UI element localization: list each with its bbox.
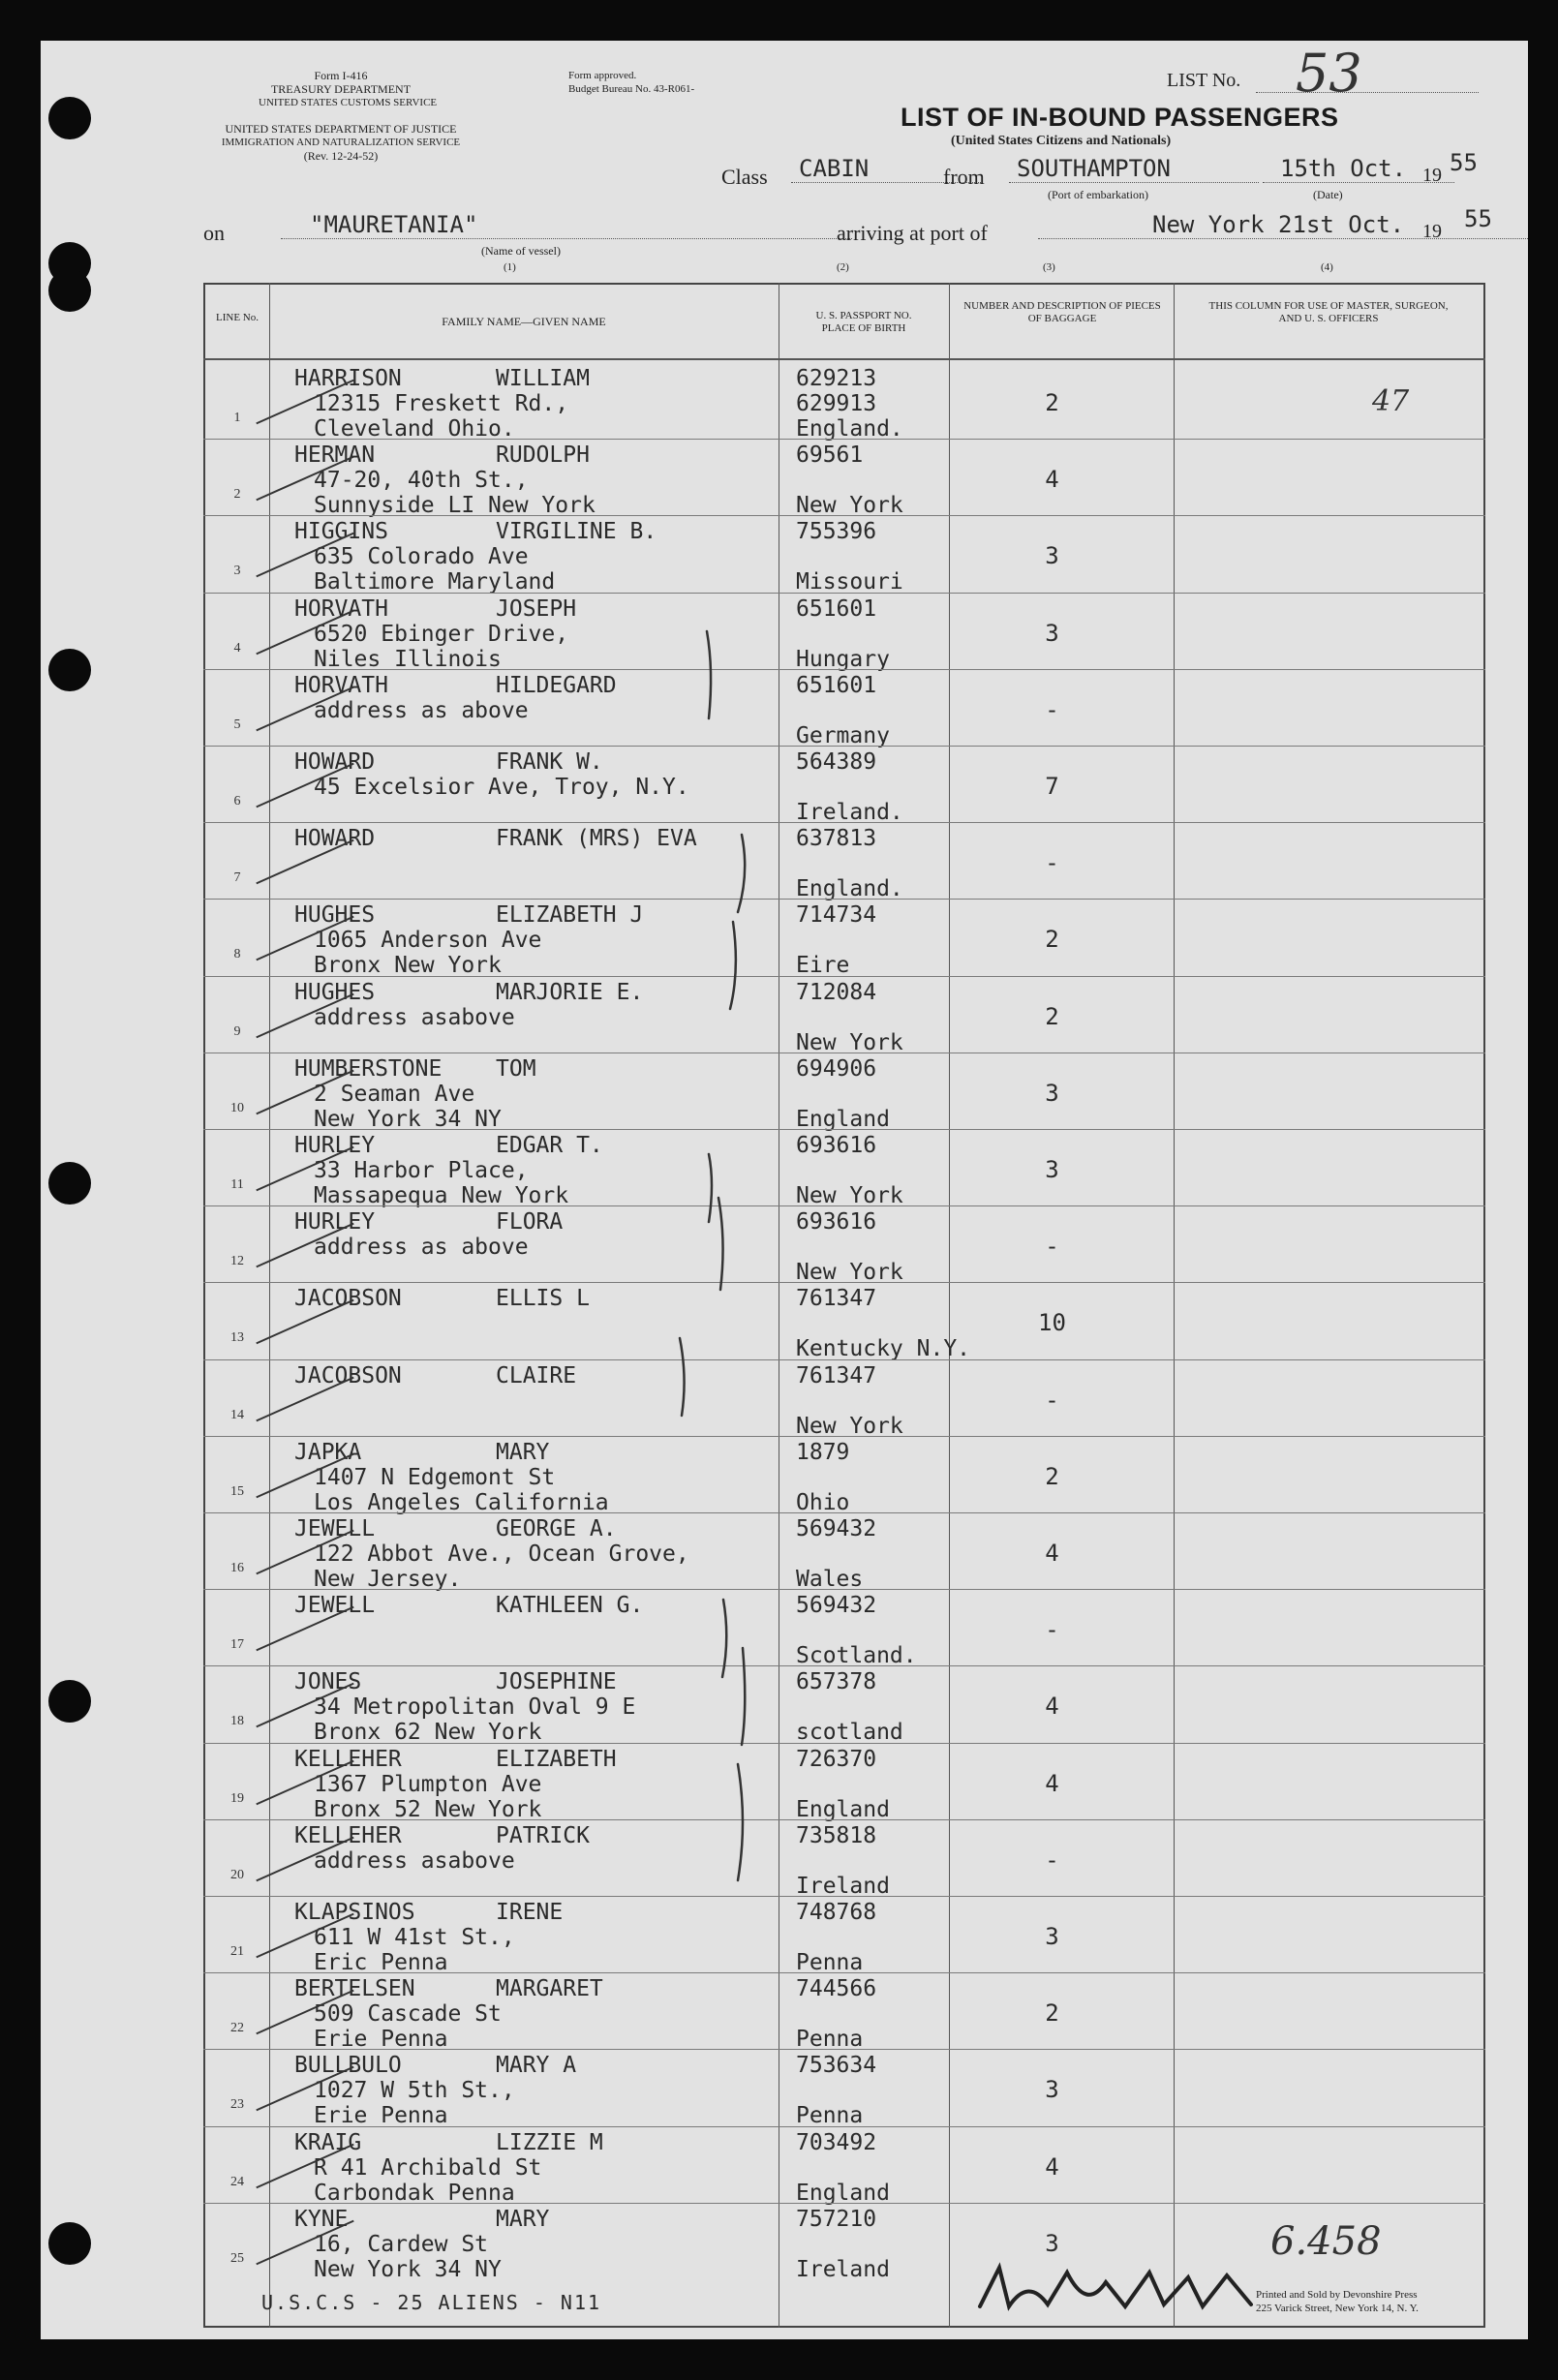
baggage-count: 3 bbox=[1045, 1156, 1059, 1183]
baggage-count: 2 bbox=[1045, 1002, 1059, 1030]
page-title: LIST OF IN-BOUND PASSENGERS bbox=[901, 103, 1339, 132]
family-name: JACOBSON bbox=[294, 1286, 402, 1312]
address-line-1: 12315 Freskett Rd., bbox=[314, 391, 569, 416]
passport-number: 694906 bbox=[796, 1055, 877, 1082]
passport-number: 637813 bbox=[796, 826, 877, 852]
passport-number: 569432 bbox=[796, 1516, 877, 1541]
arrival-year-prefix: 19 bbox=[1422, 221, 1442, 242]
family-name: HORVATH bbox=[294, 595, 388, 622]
family-name: KLAPSINOS bbox=[294, 1900, 415, 1925]
passport-number: 657378 bbox=[796, 1669, 877, 1695]
page-subtitle: (United States Citizens and Nationals) bbox=[951, 134, 1172, 148]
passport-number: 1879 bbox=[796, 1439, 850, 1465]
given-name: JOSEPHINE bbox=[496, 1669, 617, 1695]
place-of-birth: Penna bbox=[796, 2027, 864, 2053]
place-of-birth: Kentucky N.Y. bbox=[796, 1336, 971, 1362]
port-caption: (Port of embarkation) bbox=[1048, 188, 1148, 201]
header-officers: THIS COLUMN FOR USE OF MASTER, SURGEON, AND U. S. OFFICERS bbox=[1208, 300, 1449, 324]
officer-note: 47 bbox=[1372, 384, 1410, 418]
place-of-birth: England. bbox=[796, 416, 903, 442]
place-of-birth: Ireland bbox=[796, 1873, 890, 1899]
baggage-count: 2 bbox=[1045, 1462, 1059, 1490]
baggage-count: 4 bbox=[1045, 1693, 1059, 1721]
embarkation-port: SOUTHAMPTON bbox=[1009, 155, 1259, 183]
address-line-1: 45 Excelsior Ave, Troy, N.Y. bbox=[314, 775, 689, 800]
address-line-1: 635 Colorado Ave bbox=[314, 544, 529, 570]
given-name: ELLIS L bbox=[496, 1286, 590, 1312]
place-of-birth: Wales bbox=[796, 1567, 864, 1592]
header-name: FAMILY NAME—GIVEN NAME bbox=[442, 315, 606, 328]
place-of-birth: Hungary bbox=[796, 646, 890, 672]
line-number: 19 bbox=[230, 1790, 244, 1806]
address-line-2: Massapequa New York bbox=[314, 1183, 569, 1208]
address-line-2: Cleveland Ohio. bbox=[314, 416, 515, 442]
passport-number: 703492 bbox=[796, 2129, 877, 2155]
passport-number-corrected: 629913 bbox=[796, 391, 877, 416]
budget-bureau: Budget Bureau No. 43-R061- bbox=[568, 83, 695, 95]
family-name: HIGGINS bbox=[294, 519, 388, 545]
address-line-2: Eric Penna bbox=[314, 1950, 448, 1975]
baggage-count: 4 bbox=[1045, 2152, 1059, 2181]
given-name: VIRGILINE B. bbox=[496, 519, 657, 545]
baggage-count: 3 bbox=[1045, 619, 1059, 647]
line-number: 14 bbox=[230, 1407, 244, 1422]
header-line-no: LINE No. bbox=[216, 312, 259, 323]
manifest-page bbox=[41, 41, 1528, 2339]
punch-hole bbox=[48, 1680, 91, 1723]
baggage-count: 4 bbox=[1045, 1540, 1059, 1567]
family-name: KRAIG bbox=[294, 2129, 362, 2155]
baggage-count: 7 bbox=[1045, 773, 1059, 800]
arrival-year: 55 bbox=[1464, 205, 1492, 232]
line-number: 23 bbox=[230, 2097, 244, 2113]
address-line-1: 34 Metropolitan Oval 9 E bbox=[314, 1694, 636, 1721]
on-label: on bbox=[203, 221, 225, 245]
family-name: HOWARD bbox=[294, 826, 376, 852]
place-of-birth: England bbox=[796, 2180, 890, 2206]
passport-number: 693616 bbox=[796, 1133, 877, 1158]
address-line-1: address asabove bbox=[314, 1847, 515, 1874]
line-number: 11 bbox=[230, 1177, 244, 1192]
family-name: HARRISON bbox=[294, 366, 402, 391]
address-line-1: 1065 Anderson Ave bbox=[314, 928, 542, 954]
address-line-1: 509 Cascade St bbox=[314, 2001, 502, 2028]
passport-number: 564389 bbox=[796, 749, 877, 775]
given-name: EDGAR T. bbox=[496, 1133, 603, 1158]
baggage-count: 3 bbox=[1045, 1923, 1059, 1950]
address-line-2: Erie Penna bbox=[314, 2027, 448, 2053]
given-name: WILLIAM bbox=[496, 366, 590, 391]
place-of-birth: New York bbox=[796, 1413, 903, 1439]
printer-line-1: Printed and Sold by Devonshire Press bbox=[1256, 2289, 1418, 2301]
col-1-marker: (1) bbox=[504, 261, 516, 273]
address-line-2: Bronx 62 New York bbox=[314, 1720, 542, 1746]
baggage-count: 3 bbox=[1045, 2229, 1059, 2257]
address-line-1: 33 Harbor Place, bbox=[314, 1158, 529, 1183]
line-number: 4 bbox=[233, 640, 241, 656]
punch-hole bbox=[48, 649, 91, 691]
baggage-count: 3 bbox=[1045, 1079, 1059, 1107]
punch-hole bbox=[48, 269, 91, 312]
family-name: HURLEY bbox=[294, 1209, 376, 1236]
arrival-port-date: New York 21st Oct. bbox=[1038, 211, 1528, 239]
given-name: ELIZABETH bbox=[496, 1746, 617, 1772]
revision-date: (Rev. 12-24-52) bbox=[303, 149, 379, 163]
line-number: 15 bbox=[230, 1483, 244, 1499]
line-number: 18 bbox=[230, 1714, 244, 1729]
line-number: 12 bbox=[230, 1254, 244, 1269]
given-name: MARY bbox=[496, 1439, 550, 1465]
line-number: 17 bbox=[230, 1637, 244, 1653]
place-of-birth: New York bbox=[796, 1029, 903, 1055]
place-of-birth: New York bbox=[796, 1260, 903, 1286]
line-number: 2 bbox=[233, 487, 241, 503]
family-name: BULLBULO bbox=[294, 2053, 402, 2079]
given-name: IRENE bbox=[496, 1900, 564, 1925]
address-line-2: Los Angeles California bbox=[314, 1489, 609, 1515]
embark-year-prefix: 19 bbox=[1422, 165, 1442, 186]
passport-number: 753634 bbox=[796, 2053, 877, 2079]
line-number: 10 bbox=[230, 1100, 244, 1115]
family-name: HURLEY bbox=[294, 1133, 376, 1158]
line-number: 24 bbox=[230, 2174, 244, 2189]
line-number: 20 bbox=[230, 1867, 244, 1882]
passport-number: 569432 bbox=[796, 1593, 877, 1619]
given-name: FRANK (MRS) EVA bbox=[496, 826, 697, 852]
address-line-1: 1367 Plumpton Ave bbox=[314, 1771, 542, 1797]
given-name: FLORA bbox=[496, 1209, 564, 1236]
punch-hole bbox=[48, 2222, 91, 2265]
ins-service: IMMIGRATION AND NATURALIZATION SERVICE bbox=[221, 137, 461, 148]
family-name: HUGHES bbox=[294, 902, 376, 929]
baggage-count: - bbox=[1045, 695, 1059, 723]
address-line-1: 1027 W 5th St., bbox=[314, 2078, 515, 2104]
address-line-1: address asabove bbox=[314, 1004, 515, 1030]
baggage-count: 3 bbox=[1045, 2076, 1059, 2104]
given-name: JOSEPH bbox=[496, 595, 577, 622]
passport-number: 726370 bbox=[796, 1746, 877, 1772]
passport-number: 748768 bbox=[796, 1900, 877, 1925]
class-value: CABIN bbox=[791, 155, 983, 183]
place-of-birth: England bbox=[796, 1796, 890, 1822]
embark-year: 55 bbox=[1450, 149, 1478, 176]
given-name: RUDOLPH bbox=[496, 442, 590, 469]
place-of-birth: Scotland. bbox=[796, 1643, 917, 1669]
address-line-1: 6520 Ebinger Drive, bbox=[314, 621, 569, 647]
address-line-1: address as above bbox=[314, 1235, 529, 1261]
place-of-birth: Penna bbox=[796, 2103, 864, 2129]
passport-number: 761347 bbox=[796, 1362, 877, 1388]
header-baggage: NUMBER AND DESCRIPTION OF PIECES OF BAGGAGE bbox=[963, 300, 1161, 324]
justice-dept: UNITED STATES DEPARTMENT OF JUSTICE bbox=[225, 122, 457, 136]
line-number: 8 bbox=[233, 947, 241, 962]
passport-number: 69561 bbox=[796, 442, 864, 469]
line-number: 22 bbox=[230, 2021, 244, 2036]
address-line-2: Erie Penna bbox=[314, 2103, 448, 2129]
address-line-2: Niles Illinois bbox=[314, 646, 502, 672]
baggage-count: 4 bbox=[1045, 1769, 1059, 1797]
baggage-count: 3 bbox=[1045, 542, 1059, 570]
family-name: HOWARD bbox=[294, 749, 376, 775]
list-no-label: LIST No. bbox=[1167, 70, 1241, 91]
place-of-birth: New York bbox=[796, 493, 903, 519]
address-line-1: R 41 Archibald St bbox=[314, 2154, 542, 2181]
baggage-count: - bbox=[1045, 1846, 1059, 1874]
family-name: KELLEHER bbox=[294, 1746, 402, 1772]
place-of-birth: England bbox=[796, 1106, 890, 1132]
family-name: KYNE bbox=[294, 2206, 349, 2232]
place-of-birth: Eire bbox=[796, 953, 850, 979]
line-number: 9 bbox=[233, 1023, 241, 1039]
family-name: JAPKA bbox=[294, 1439, 362, 1465]
punch-hole bbox=[48, 1162, 91, 1205]
line-number: 16 bbox=[230, 1561, 244, 1575]
footer-code: U.S.C.S - 25 ALIENS - N11 bbox=[261, 2291, 602, 2314]
passport-number: 735818 bbox=[796, 1822, 877, 1848]
address-line-1: 2 Seaman Ave bbox=[314, 1081, 475, 1107]
place-of-birth: Missouri bbox=[796, 569, 903, 595]
place-of-birth: Penna bbox=[796, 1950, 864, 1975]
given-name: MARY A bbox=[496, 2053, 577, 2079]
vessel-caption: (Name of vessel) bbox=[481, 244, 561, 258]
passport-number: 755396 bbox=[796, 519, 877, 545]
family-name: JACOBSON bbox=[294, 1362, 402, 1388]
baggage-count: - bbox=[1045, 1233, 1059, 1261]
baggage-count: - bbox=[1045, 1616, 1059, 1644]
line-number: 21 bbox=[230, 1944, 244, 1959]
given-name: CLAIRE bbox=[496, 1362, 577, 1388]
address-line-2: New York 34 NY bbox=[314, 2256, 502, 2282]
passport-number: 761347 bbox=[796, 1286, 877, 1312]
address-line-1: address as above bbox=[314, 697, 529, 723]
address-line-1: 47-20, 40th St., bbox=[314, 468, 529, 494]
arriving-label: arriving at port of bbox=[837, 221, 988, 245]
col-4-marker: (4) bbox=[1321, 261, 1333, 273]
printer-line-2: 225 Varick Street, New York 14, N. Y. bbox=[1256, 2303, 1419, 2314]
from-label: from bbox=[943, 165, 985, 189]
address-line-1: 16, Cardew St bbox=[314, 2231, 489, 2257]
place-of-birth: Ohio bbox=[796, 1489, 850, 1515]
place-of-birth: England. bbox=[796, 876, 903, 902]
date-caption: (Date) bbox=[1313, 188, 1343, 201]
passport-number: 651601 bbox=[796, 672, 877, 698]
line-number: 5 bbox=[233, 717, 241, 732]
baggage-count: - bbox=[1045, 849, 1059, 877]
col-2-marker: (2) bbox=[837, 261, 849, 273]
form-number: Form I-416 bbox=[314, 69, 368, 82]
baggage-count: 2 bbox=[1045, 926, 1059, 954]
family-name: JEWELL bbox=[294, 1516, 376, 1541]
family-name: HUGHES bbox=[294, 979, 376, 1005]
vessel-name: "MAURETANIA" bbox=[281, 211, 852, 239]
given-name: MARGARET bbox=[496, 1976, 603, 2002]
line-number: 3 bbox=[233, 564, 241, 579]
col-3-marker: (3) bbox=[1043, 261, 1055, 273]
header-passport: U. S. PASSPORT NO. PLACE OF BIRTH bbox=[815, 310, 912, 334]
passport-number: 651601 bbox=[796, 595, 877, 622]
given-name: ELIZABETH J bbox=[496, 902, 644, 929]
family-name: HERMAN bbox=[294, 442, 376, 469]
address-line-2: Carbondak Penna bbox=[314, 2180, 515, 2206]
given-name: PATRICK bbox=[496, 1822, 590, 1848]
address-line-2: Bronx 52 New York bbox=[314, 1796, 542, 1822]
family-name: KELLEHER bbox=[294, 1822, 402, 1848]
passport-number: 712084 bbox=[796, 979, 877, 1005]
address-line-1: 1407 N Edgemont St bbox=[314, 1464, 556, 1490]
punch-hole bbox=[48, 97, 91, 139]
address-line-2: Bronx New York bbox=[314, 953, 502, 979]
handwritten-marks bbox=[41, 41, 1528, 2339]
line-number: 25 bbox=[230, 2250, 244, 2266]
passport-number: 744566 bbox=[796, 1976, 877, 2002]
passport-number: 693616 bbox=[796, 1209, 877, 1236]
given-name: LIZZIE M bbox=[496, 2129, 603, 2155]
given-name: GEORGE A. bbox=[496, 1516, 617, 1541]
place-of-birth: Ireland bbox=[796, 2256, 890, 2282]
bottom-note: 6.458 bbox=[1270, 2219, 1382, 2264]
family-name: BERTELSEN bbox=[294, 1976, 415, 2002]
given-name: KATHLEEN G. bbox=[496, 1593, 644, 1619]
treasury-dept: TREASURY DEPARTMENT bbox=[270, 82, 412, 96]
address-line-2: New Jersey. bbox=[314, 1567, 462, 1592]
list-no-value: 53 bbox=[1296, 43, 1362, 104]
customs-service: UNITED STATES CUSTOMS SERVICE bbox=[259, 97, 438, 108]
line-number: 13 bbox=[230, 1330, 244, 1346]
place-of-birth: New York bbox=[796, 1183, 903, 1208]
family-name: JEWELL bbox=[294, 1593, 376, 1619]
family-name: JONES bbox=[294, 1669, 362, 1695]
passport-number: 714734 bbox=[796, 902, 877, 929]
passport-number: 757210 bbox=[796, 2206, 877, 2232]
line-number: 7 bbox=[233, 870, 241, 886]
form-approved: Form approved. bbox=[568, 70, 637, 81]
family-name: HORVATH bbox=[294, 672, 388, 698]
line-number: 6 bbox=[233, 794, 241, 809]
address-line-2: Sunnyside LI New York bbox=[314, 493, 596, 519]
baggage-count: 2 bbox=[1045, 1999, 1059, 2028]
baggage-count: 10 bbox=[1038, 1309, 1066, 1337]
address-line-1: 122 Abbot Ave., Ocean Grove, bbox=[314, 1541, 689, 1567]
given-name: FRANK W. bbox=[496, 749, 603, 775]
baggage-count: 4 bbox=[1045, 466, 1059, 494]
given-name: MARJORIE E. bbox=[496, 979, 644, 1005]
place-of-birth: scotland bbox=[796, 1720, 903, 1746]
place-of-birth: Ireland. bbox=[796, 800, 903, 825]
signature-scribble bbox=[970, 2258, 1280, 2326]
family-name: HUMBERSTONE bbox=[294, 1055, 443, 1082]
passport-number: 629213 bbox=[796, 366, 877, 391]
given-name: HILDEGARD bbox=[496, 672, 617, 698]
given-name: TOM bbox=[496, 1055, 536, 1082]
given-name: MARY bbox=[496, 2206, 550, 2232]
address-line-2: Baltimore Maryland bbox=[314, 569, 556, 595]
class-label: Class bbox=[721, 165, 768, 189]
line-number: 1 bbox=[233, 411, 241, 425]
place-of-birth: Germany bbox=[796, 722, 890, 748]
address-line-1: 611 W 41st St., bbox=[314, 1925, 515, 1950]
embark-date: 15th Oct. bbox=[1263, 155, 1454, 183]
address-line-2: New York 34 NY bbox=[314, 1106, 502, 1132]
baggage-count: - bbox=[1045, 1386, 1059, 1414]
baggage-count: 2 bbox=[1045, 389, 1059, 416]
